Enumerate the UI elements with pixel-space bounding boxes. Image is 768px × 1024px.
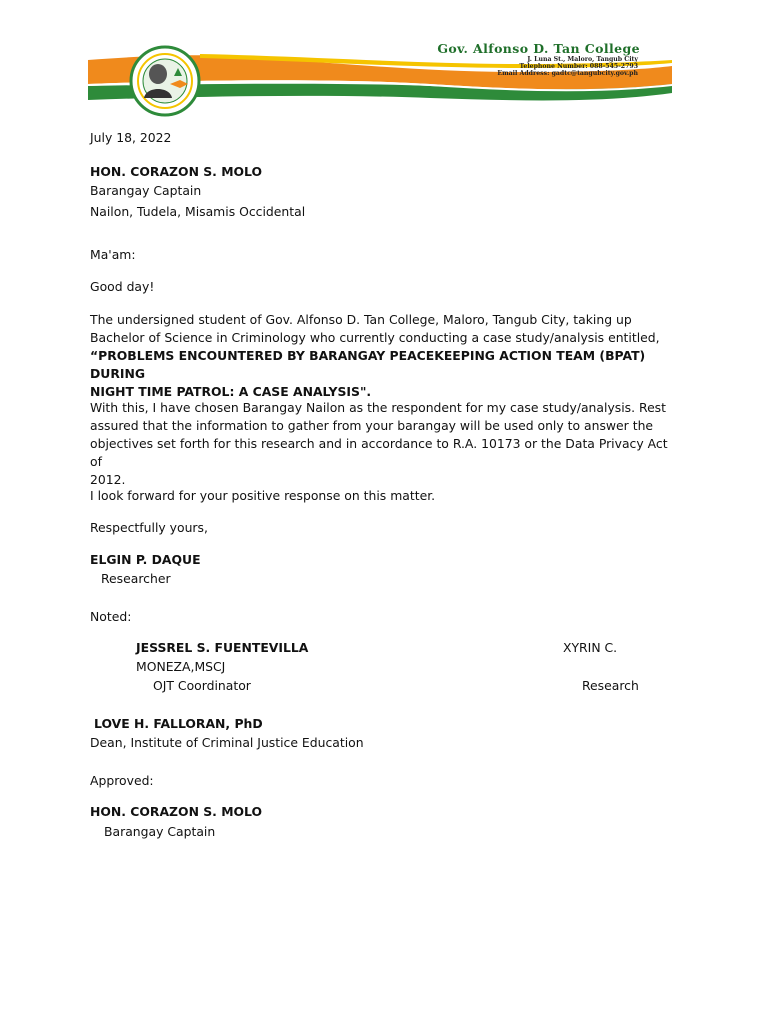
greeting: Good day!: [90, 279, 155, 294]
paragraph-intro-line: The undersigned student of Gov. Alfonso D. Tan College, Maloro, Tangub City, taking up: [90, 312, 632, 327]
college-name: Gov. Alfonso D. Tan College: [437, 41, 640, 56]
paragraph-body-line: assured that the information to gather from your barangay will be used only to answer the: [90, 418, 654, 433]
approver-name: HON. CORAZON S. MOLO: [90, 804, 263, 819]
paragraph-intro-line: Bachelor of Science in Criminology who currently conducting a case study/analysis entitled,: [90, 330, 660, 345]
salutation: Ma'am:: [90, 247, 136, 262]
college-address: J. Luna St., Maloro, Tangub City: [527, 56, 638, 63]
college-telephone: Telephone Number: 088-545-2793: [519, 63, 638, 70]
recipient-position: Barangay Captain: [90, 183, 202, 198]
noted-signatory-credentials: MONEZA,MSCJ: [136, 659, 226, 674]
letter-date: July 18, 2022: [90, 130, 172, 145]
paragraph-body-line: With this, I have chosen Barangay Nailon as the respondent for my case study/analysis. Rest: [90, 400, 667, 415]
study-title-line: “PROBLEMS ENCOUNTERED BY BARANGAY PEACEKEEPING ACTION TEAM (BPAT) DURING: [90, 348, 646, 381]
paragraph-body-line: objectives set forth for this research and in accordance to R.A. 10173 or the Data Privacy Act of: [90, 436, 668, 469]
closing-line: I look forward for your positive response on this matter.: [90, 488, 436, 503]
college-email: Email Address: gadtc@tangubcity.gov.ph: [497, 70, 638, 77]
paragraph-body-line: 2012.: [90, 472, 126, 487]
dean-title: Dean, Institute of Criminal Justice Education: [90, 735, 364, 750]
college-seal-logo: [128, 44, 202, 118]
letterhead-banner: [0, 0, 768, 110]
approved-label: Approved:: [90, 773, 154, 788]
study-title-line: NIGHT TIME PATROL: A CASE ANALYSIS".: [90, 384, 372, 399]
researcher-name: ELGIN P. DAQUE: [90, 552, 201, 567]
noted-label: Noted:: [90, 609, 132, 624]
recipient-address: Nailon, Tudela, Misamis Occidental: [90, 204, 306, 219]
dean-name: LOVE H. FALLORAN, PhD: [94, 716, 263, 731]
paragraph-intro: [90, 311, 680, 401]
researcher-title: Researcher: [101, 571, 171, 586]
second-noted-signatory-title: Research: [582, 678, 639, 693]
noted-signatory-name: JESSREL S. FUENTEVILLA: [136, 640, 309, 655]
second-noted-signatory-name: XYRIN C.: [563, 640, 618, 655]
noted-signatory-title: OJT Coordinator: [153, 678, 251, 693]
paragraph-body: [90, 399, 680, 489]
complimentary-close: Respectfully yours,: [90, 520, 208, 535]
letterhead: [0, 0, 768, 110]
recipient-name: HON. CORAZON S. MOLO: [90, 164, 263, 179]
approver-title: Barangay Captain: [104, 824, 216, 839]
